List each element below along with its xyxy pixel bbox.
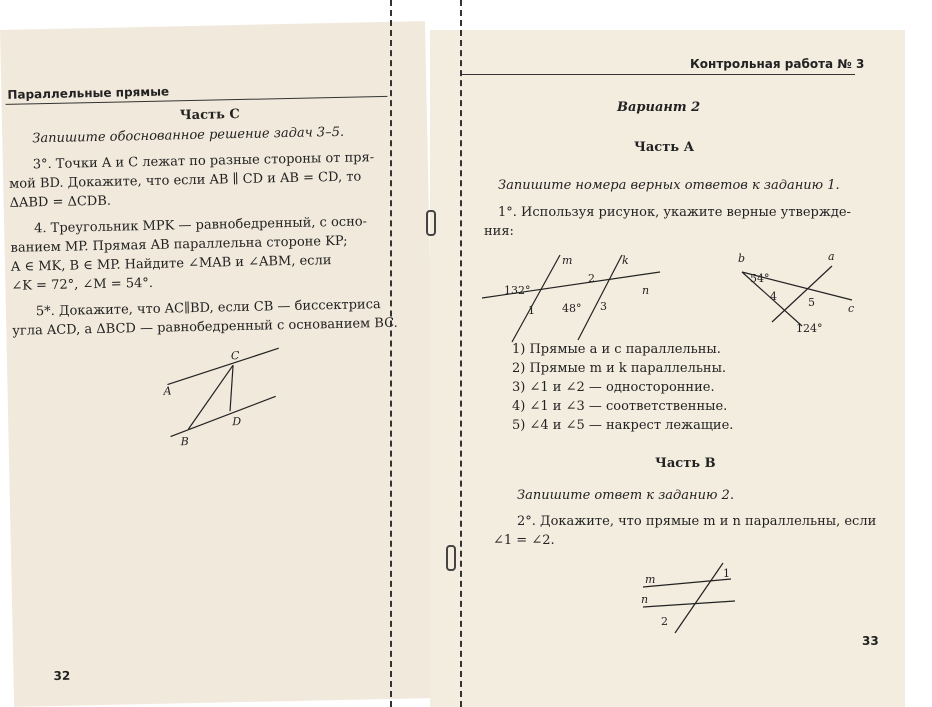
task4-line3: A ∈ MK, B ∈ MP. Найдите ∠MAB и ∠ABM, если: [10, 253, 332, 275]
right-page: [430, 30, 905, 707]
secant: [675, 563, 723, 633]
task4-line1: 4. Треугольник MPK — равнобедренный, с осно-: [34, 214, 368, 237]
variant-heading: Вариант 2: [617, 100, 701, 115]
staple-top: [426, 210, 436, 236]
segment-cb: [187, 365, 234, 429]
label-c: C: [230, 349, 240, 363]
fig1-label-132: 132°: [504, 284, 531, 297]
line-n: [643, 601, 735, 607]
fig1-label-n: n: [642, 284, 650, 297]
part-a-heading: Часть А: [634, 140, 695, 155]
fig1-label-k: k: [622, 254, 629, 267]
fig2-label-c: c: [848, 302, 855, 315]
fig3-label-1: 1: [723, 567, 730, 580]
task3-line2: мой BD. Докажите, что если AB ∥ CD и AB = CD, то: [9, 169, 362, 192]
figure-3: [635, 555, 745, 635]
fig3-label-m: m: [645, 573, 656, 586]
line-a: [772, 266, 832, 322]
right-cut-line: [460, 0, 462, 707]
fig3-label-n: n: [641, 593, 649, 606]
left-running-header: Параллельные прямые: [7, 84, 170, 102]
option-1: 1) Прямые a и c параллельны.: [512, 342, 721, 357]
right-page-number: 33: [862, 634, 879, 648]
left-page-number: 32: [53, 668, 71, 684]
instruction-a: Запишите номера верных ответов к заданию 1.: [498, 178, 840, 193]
fig1-label-3: 3: [600, 300, 607, 313]
task5-line2: угла ACD, а ΔBCD — равнобедренный с основанием BC.: [12, 315, 398, 339]
fig1-label-48: 48°: [562, 302, 582, 315]
fig1-label-2: 2: [588, 272, 595, 285]
left-part-heading: Часть С: [179, 106, 240, 124]
line-bd: [170, 396, 277, 436]
label-a: A: [163, 384, 172, 398]
option-5: 5) ∠4 и ∠5 — накрест лежащие.: [512, 418, 734, 433]
task1-line1: 1°. Используя рисунок, укажите верные утвержде-: [498, 205, 851, 220]
fig1-label-m: m: [562, 254, 573, 267]
task3-line3: ΔABD = ΔCDB.: [9, 193, 112, 211]
task3-line1: 3°. Точки A и C лежат по разные стороны от пря-: [32, 150, 375, 173]
option-2: 2) Прямые m и k параллельны.: [512, 361, 727, 376]
left-cut-line: [390, 0, 392, 707]
staple-bottom: [446, 545, 456, 571]
parallel-lines-figure: [157, 342, 289, 455]
label-d: D: [232, 415, 242, 429]
label-b: B: [180, 435, 189, 449]
task1-line2: ния:: [484, 224, 514, 239]
line-k: [578, 255, 622, 340]
right-running-header: Контрольная работа № 3: [690, 57, 865, 71]
fig2-label-a: a: [828, 250, 835, 263]
task5-line1: 5*. Докажите, что AC∥BD, если CB — биссектриса: [35, 297, 381, 320]
task4-line2: ванием MP. Прямая AB параллельна стороне KP;: [10, 233, 348, 256]
figure-2: [730, 242, 860, 332]
fig3-label-2: 2: [661, 615, 668, 628]
fig2-label-124: 124°: [796, 322, 823, 332]
task2-line2: ∠1 = ∠2.: [493, 533, 555, 548]
segment-cd: [229, 365, 234, 411]
figure-1: [482, 250, 662, 345]
left-page: [0, 21, 439, 707]
fig1-label-1: 1: [528, 304, 535, 317]
line-m: [643, 579, 731, 587]
left-instruction: Запишите обоснованное решение задач 3–5.: [32, 124, 345, 147]
option-4: 4) ∠1 и ∠3 — соответственные.: [512, 399, 728, 414]
fig2-label-54: 54°: [750, 272, 770, 285]
line-m: [512, 255, 560, 342]
option-3: 3) ∠1 и ∠2 — односторонние.: [512, 380, 715, 395]
right-header-rule: [460, 74, 855, 75]
part-b-heading: Часть В: [655, 456, 716, 471]
fig2-label-b: b: [738, 252, 746, 265]
task4-line4: ∠K = 72°, ∠M = 54°.: [11, 275, 154, 294]
fig2-label-5: 5: [808, 296, 815, 309]
task2-line1: 2°. Докажите, что прямые m и n параллельны, если: [517, 514, 877, 529]
fig2-label-4: 4: [770, 290, 777, 303]
instruction-b: Запишите ответ к заданию 2.: [517, 488, 734, 503]
